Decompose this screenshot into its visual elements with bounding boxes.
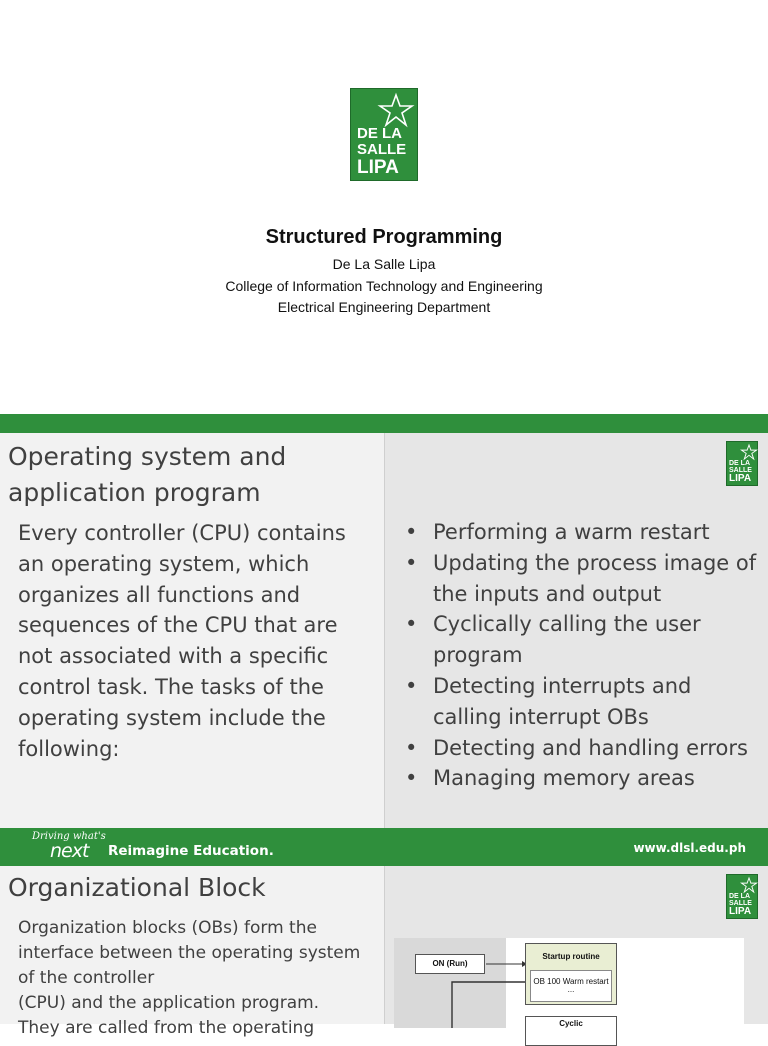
body-line: They are called from the operating	[18, 1018, 315, 1038]
operating-system-slide	[0, 433, 768, 828]
os-task-list	[403, 517, 765, 794]
star-icon	[741, 877, 757, 893]
department-name: Electrical Engineering Department	[277, 299, 491, 315]
college-name: College of Information Technology and Engineering	[225, 278, 543, 294]
startup-ob-box	[530, 970, 612, 1002]
logo-text-line2: SALLE	[729, 467, 752, 474]
presentation-title: Structured Programming	[265, 226, 503, 248]
list-item: • Detecting and handling errors	[403, 733, 765, 764]
dlsl-logo-small	[726, 874, 758, 919]
star-icon	[741, 444, 757, 460]
footer-bar	[0, 828, 768, 866]
logo-text-line3: LIPA	[729, 473, 752, 484]
slide-body-text: Every controller (CPU) contains an operating system, which organizes all functions and sequences of the CPU that are not associated with a specific control task. The tasks of the operating system include the following:	[18, 521, 346, 761]
right-column	[385, 433, 768, 828]
logo-text-line3: LIPA	[729, 906, 752, 917]
startup-title: Startup routine	[542, 952, 600, 961]
ob-flow-diagram	[394, 938, 744, 1028]
organizational-block-slide	[0, 866, 768, 1038]
star-icon	[379, 93, 413, 127]
cyclic-label: Cyclic	[559, 1019, 583, 1028]
logo-text-line1: DE LA	[729, 893, 750, 900]
logo-text-line3: LIPA	[357, 157, 399, 178]
body-line: Organization blocks (OBs) form the	[18, 918, 317, 938]
body-line: interface between the operating system	[18, 943, 361, 963]
slide-title-line1: Operating system and	[8, 442, 287, 471]
on-run-box: ON (Run)	[415, 954, 485, 974]
left-column	[0, 866, 385, 1038]
right-column	[385, 866, 768, 1028]
logo-text-line2: SALLE	[357, 141, 407, 158]
list-item: • Detecting interrupts and calling interrupt OBs	[403, 671, 765, 733]
slide-title	[8, 439, 378, 511]
footer-slogan: Reimagine Education.	[108, 843, 274, 859]
list-item: • Managing memory areas	[403, 763, 765, 794]
left-column	[0, 433, 385, 828]
startup-routine-box	[525, 943, 617, 1005]
slide-separator	[0, 414, 768, 433]
list-item: • Performing a warm restart	[403, 517, 765, 548]
dlsl-logo	[350, 88, 418, 181]
title-slide	[0, 0, 768, 414]
cyclic-box	[525, 1016, 617, 1046]
slide-title: Organizational Block	[8, 873, 266, 902]
logo-text-line2: SALLE	[729, 900, 752, 907]
institution-name: De La Salle Lipa	[332, 256, 436, 272]
startup-ob-label: OB 100 Warm restart	[533, 977, 609, 986]
arrow-line	[452, 982, 525, 1028]
dlsl-logo-small	[726, 441, 758, 486]
body-line: of the controller	[18, 968, 155, 988]
logo-text-line1: DE LA	[729, 460, 750, 467]
slide-title-line2: application program	[8, 478, 261, 507]
body-line: (CPU) and the application program.	[18, 993, 320, 1013]
logo-text-line1: DE LA	[357, 125, 402, 142]
footer-url: www.dlsl.edu.ph	[633, 841, 746, 855]
list-item: • Updating the process image of the inputs and output	[403, 548, 765, 610]
footer-next-logo: next	[50, 840, 89, 862]
footer-tagline-small: Driving what's	[32, 831, 106, 842]
startup-ellipsis: ...	[567, 985, 575, 994]
slide-body-text	[18, 916, 378, 1041]
list-item: • Cyclically calling the user program	[403, 609, 765, 671]
